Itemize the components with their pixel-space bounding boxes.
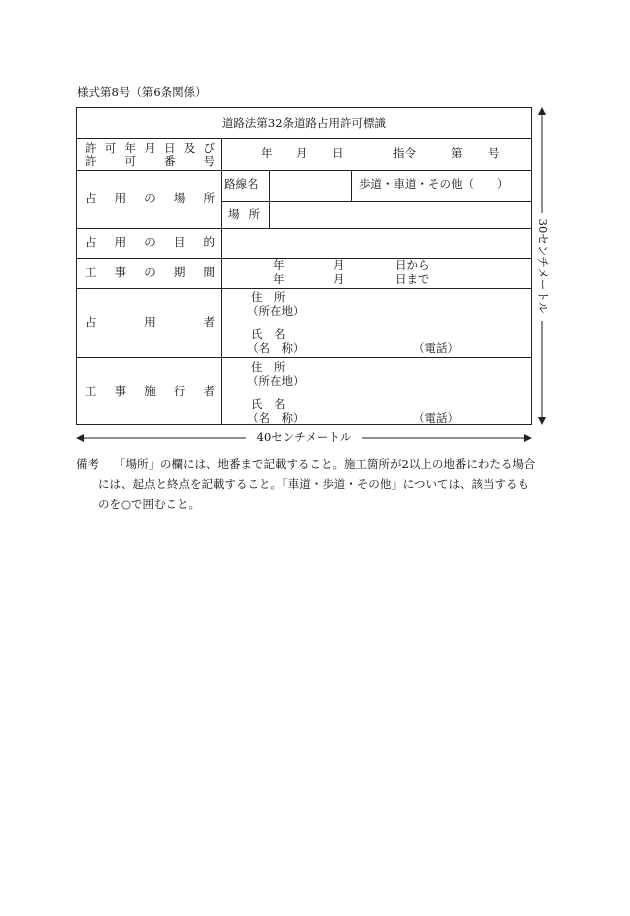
- permit-directive: 指令: [393, 146, 416, 160]
- occupant-phone-label: （電話）: [413, 341, 459, 355]
- note-line-1: 「場所」の欄には、地番まで記載すること。施工箇所が2以上の地番にわたる場合: [114, 457, 536, 471]
- height-dimension: [532, 107, 552, 425]
- permit-number-go: 号: [488, 146, 500, 160]
- occupant-label: 占 用 者: [85, 315, 215, 329]
- period-end-day: 日まで: [395, 272, 430, 286]
- period-end-year: 年: [273, 272, 285, 286]
- note-prefix: 備考: [76, 457, 99, 471]
- contractor-address-sub: （所在地）: [247, 374, 305, 388]
- road-type-options: 歩道・車道・その他（ ）: [359, 177, 509, 191]
- height-dimension-label: 30センチメートル: [535, 218, 550, 314]
- contractor-label: 工 事 施 行 者: [85, 384, 215, 398]
- sign-title: 道路法第32条道路占用許可標識: [221, 116, 387, 130]
- width-dimension: [76, 430, 532, 446]
- period-end-month: 月: [333, 272, 345, 286]
- row-divider: [77, 170, 531, 171]
- permit-number-dai: 第: [451, 146, 463, 160]
- occupant-address-label: 住 所: [251, 290, 286, 304]
- contractor-phone-label: （電話）: [413, 411, 459, 425]
- column-divider: [351, 170, 352, 201]
- column-divider: [221, 138, 222, 424]
- row-divider: [77, 357, 531, 358]
- occupant-address-sub: （所在地）: [247, 304, 305, 318]
- contractor-address-label: 住 所: [251, 360, 286, 374]
- permit-date-label: 許 可 年 月 日 及 び: [85, 141, 215, 155]
- width-dimension-label: 40センチメートル: [256, 430, 352, 444]
- location-label: 占 用 の 場 所: [85, 191, 215, 205]
- row-divider: [77, 138, 531, 139]
- permit-month: 月: [296, 146, 308, 160]
- period-start-day: 日から: [395, 258, 430, 272]
- form-heading: 様式第8号（第6条関係）: [77, 85, 207, 99]
- contractor-name-label: 氏 名: [251, 397, 286, 411]
- route-name-label: 路線名: [224, 177, 259, 191]
- contractor-name-sub: （名 称）: [247, 411, 305, 425]
- row-divider: [77, 258, 531, 259]
- note-line-3: のを○で囲むこと。: [98, 497, 201, 511]
- permit-day: 日: [332, 146, 344, 160]
- period-start-month: 月: [333, 258, 345, 272]
- column-divider: [269, 170, 270, 228]
- occupant-name-sub: （名 称）: [247, 341, 305, 355]
- permit-year: 年: [261, 146, 273, 160]
- period-label: 工 事 の 期 間: [85, 265, 215, 279]
- purpose-label: 占 用 の 目 的: [85, 235, 215, 249]
- note-line-2: には、起点と終点を記載すること。「車道・歩道・その他」については、該当するも: [98, 477, 530, 491]
- row-divider: [77, 228, 531, 229]
- place-label: 場 所: [228, 207, 260, 221]
- occupant-name-label: 氏 名: [251, 327, 286, 341]
- row-divider: [77, 288, 531, 289]
- road-occupancy-sign-table: [76, 107, 532, 425]
- row-divider: [221, 201, 531, 202]
- permit-number-label: 許 可 番 号: [85, 154, 215, 168]
- period-start-year: 年: [273, 258, 285, 272]
